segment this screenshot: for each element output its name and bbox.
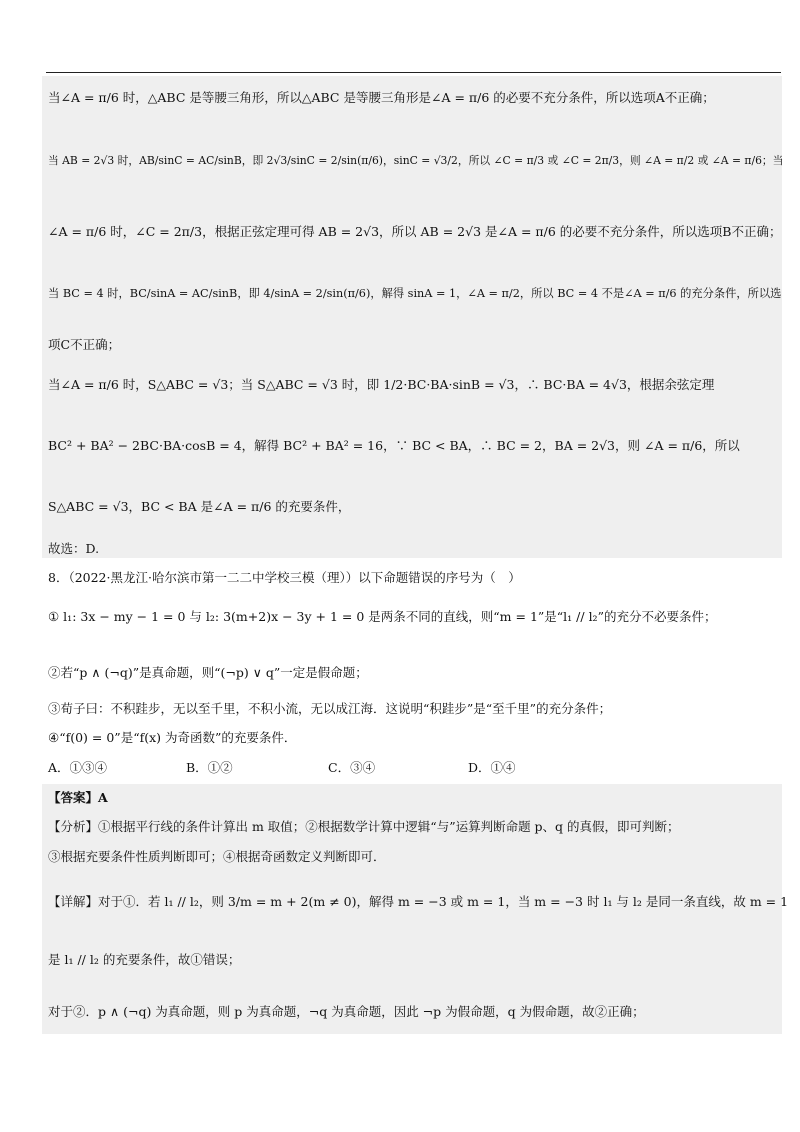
question-item-2: ②若“p ∧ (¬q)”是真命题，则“(¬p) ∨ q”一定是假命题； [48,665,368,680]
solution-line-1: 当∠A = π/6 时，△ABC 是等腰三角形，所以△ABC 是等腰三角形是∠A = π/6 的必要不充分条件，所以选项A不正确； [48,90,715,105]
solution-line-5: 项C不正确； [48,337,121,352]
option-a: A．①③④ [48,760,108,775]
solution-line-8: S△ABC = √3，BC < BA 是∠A = π/6 的充要条件， [48,499,351,514]
solution-shaded-block [42,76,782,558]
option-b: B．①② [186,760,233,775]
analysis-line-2: ③根据充要条件性质判断即可；④根据奇函数定义判断即可． [48,849,386,864]
question-item-1: ① l₁: 3x − my − 1 = 0 与 l₂: 3(m+2)x − 3y + 1 = 0 是两条不同的直线，则“m = 1”是“l₁ // l₂”的充分不必要条件； [48,609,717,624]
question-item-3: ③荀子曰：不积跬步，无以至千里，不积小流，无以成江海．这说明“积跬步”是“至千里”的充分条件； [48,701,612,716]
option-c: C．③④ [328,760,376,775]
solution-line-4: 当 BC = 4 时，BC/sinA = AC/sinB，即 4/sinA = 2/sin(π/6)，解得 sinA = 1，∠A = π/2，所以 BC = 4 不是∠A = π/6 的充分条件，所以选 [48,287,782,300]
header-rule [46,72,781,73]
question-item-4: ④“f(0) = 0”是“f(x) 为奇函数”的充要条件． [48,730,297,745]
analysis-line-1: 【分析】①根据平行线的条件计算出 m 取值；②根据数学计算中逻辑“与”运算判断命题 p、q 的真假，即可判断； [48,819,680,834]
solution-line-2: 当 AB = 2√3 时，AB/sinC = AC/sinB，即 2√3/sinC = 2/sin(π/6)，sinC = √3/2，所以 ∠C = π/3 或 ∠C = 2π/3，则 ∠A = π/2 或 ∠A = π/6；当 [48,154,784,167]
question-stem: 8．（2022·黑龙江·哈尔滨市第一二二中学校三模（理））以下命题错误的序号为（ ） [48,570,521,585]
solution-line-3: ∠A = π/6 时，∠C = 2π/3，根据正弦定理可得 AB = 2√3，所以 AB = 2√3 是∠A = π/6 的必要不充分条件，所以选项B不正确； [48,224,782,239]
solution-line-9: 故选：D. [48,541,100,556]
detail-line-2: 是 l₁ // l₂ 的充要条件，故①错误； [48,952,241,967]
solution-line-6: 当∠A = π/6 时，S△ABC = √3；当 S△ABC = √3 时，即 1/2·BC·BA·sinB = √3，∴ BC·BA = 4√3，根据余弦定理 [48,377,715,392]
option-d: D．①④ [468,760,516,775]
answer-line: 【答案】A [48,790,108,805]
detail-line-3: 对于②．p ∧ (¬q) 为真命题，则 p 为真命题，¬q 为真命题，因此 ¬p 为假命题，q 为假命题，故②正确； [48,1004,645,1019]
solution-line-7: BC² + BA² − 2BC·BA·cosB = 4，解得 BC² + BA² = 16，∵ BC < BA，∴ BC = 2，BA = 2√3，则 ∠A = π/6，所以 [48,438,740,453]
detail-line-1: 【详解】对于①．若 l₁ // l₂，则 3/m = m + 2(m ≠ 0)，解得 m = −3 或 m = 1，当 m = −3 时 l₁ 与 l₂ 是同一条直线，故 m = 1 [48,894,789,909]
